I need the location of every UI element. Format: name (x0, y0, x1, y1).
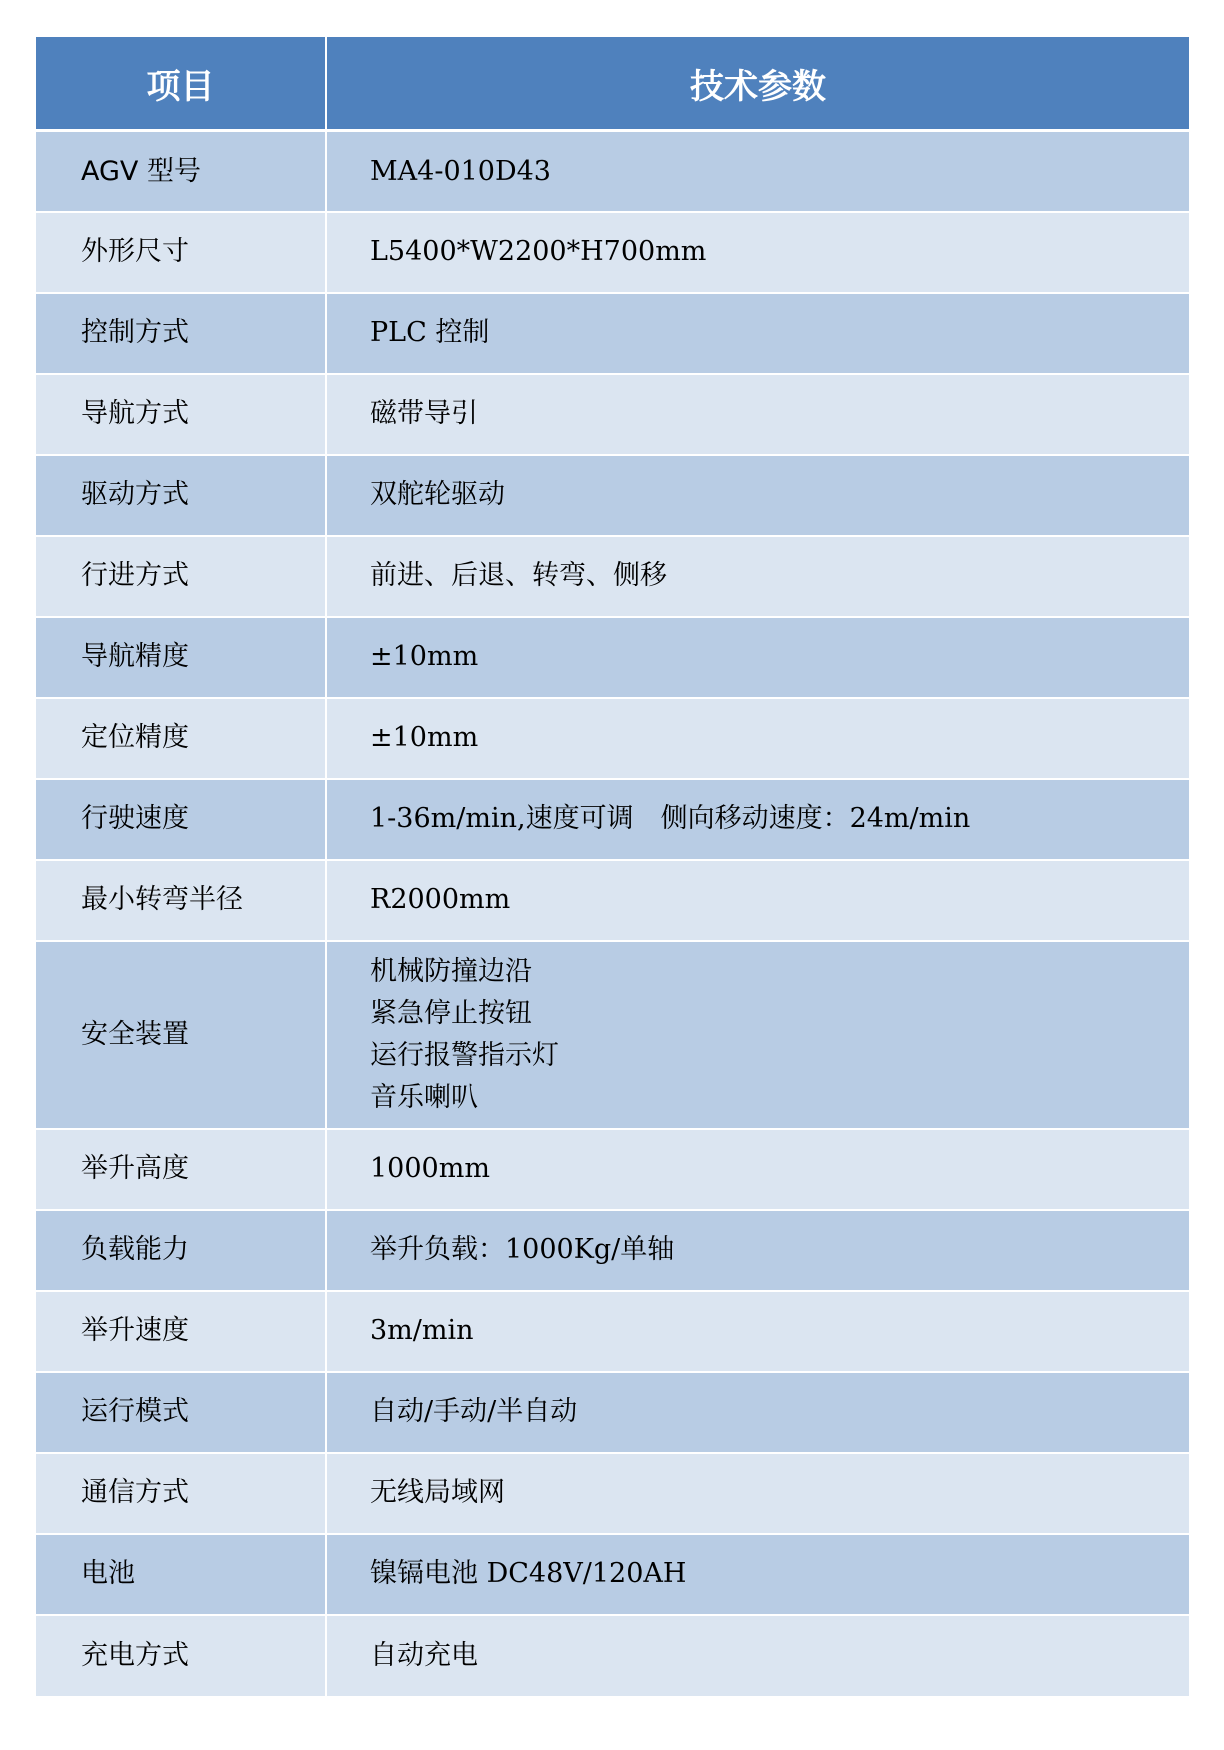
row-item: 电池 (36, 1534, 326, 1615)
row-item: 行驶速度 (36, 779, 326, 860)
table-row (36, 1453, 1189, 1534)
row-item: 负载能力 (36, 1210, 326, 1291)
row-value: ±10mm (326, 617, 1189, 698)
safety-device-line: 机械防撞边沿 (370, 955, 532, 987)
row-item: 导航精度 (36, 617, 326, 698)
row-item: 控制方式 (36, 293, 326, 374)
row-value: R2000mm (326, 860, 1189, 941)
table-row (36, 617, 1189, 698)
table-row (36, 941, 1189, 1129)
row-item: 安全装置 (36, 941, 326, 1129)
row-item: 导航方式 (36, 374, 326, 455)
table-row (36, 374, 1189, 455)
row-item: 举升速度 (36, 1291, 326, 1372)
table-row (36, 1372, 1189, 1453)
row-item: 最小转弯半径 (36, 860, 326, 941)
row-item: AGV 型号 (36, 131, 326, 212)
table-row (36, 293, 1189, 374)
table-header-row (36, 37, 1189, 131)
header-param: 技术参数 (326, 37, 1189, 131)
row-value-multiline (326, 941, 1189, 1129)
table-row (36, 860, 1189, 941)
table-row (36, 131, 1189, 212)
row-value: 自动充电 (326, 1615, 1189, 1696)
row-value: 3m/min (326, 1291, 1189, 1372)
row-value: 无线局域网 (326, 1453, 1189, 1534)
row-value: 磁带导引 (326, 374, 1189, 455)
table-row (36, 1129, 1189, 1210)
row-value: 自动/手动/半自动 (326, 1372, 1189, 1453)
row-value: 镍镉电池 DC48V/120AH (326, 1534, 1189, 1615)
row-item: 行进方式 (36, 536, 326, 617)
table-row (36, 1534, 1189, 1615)
safety-device-line: 音乐喇叭 (370, 1081, 478, 1113)
table-row (36, 698, 1189, 779)
row-value: 双舵轮驱动 (326, 455, 1189, 536)
spec-table (36, 37, 1189, 1696)
row-value: L5400*W2200*H700mm (326, 212, 1189, 293)
row-item: 充电方式 (36, 1615, 326, 1696)
row-item: 举升高度 (36, 1129, 326, 1210)
table-row (36, 1210, 1189, 1291)
safety-device-line: 紧急停止按钮 (370, 997, 532, 1029)
table-row (36, 779, 1189, 860)
safety-device-line: 运行报警指示灯 (370, 1039, 559, 1071)
row-item: 驱动方式 (36, 455, 326, 536)
row-value: MA4-010D43 (326, 131, 1189, 212)
row-value: 1-36m/min,速度可调 侧向移动速度：24m/min (326, 779, 1189, 860)
table-row (36, 1615, 1189, 1696)
header-item: 项目 (36, 37, 326, 131)
row-value: ±10mm (326, 698, 1189, 779)
table-row (36, 536, 1189, 617)
row-item: 定位精度 (36, 698, 326, 779)
table-row (36, 455, 1189, 536)
table-row (36, 1291, 1189, 1372)
table-row (36, 212, 1189, 293)
row-item: 通信方式 (36, 1453, 326, 1534)
row-item: 运行模式 (36, 1372, 326, 1453)
row-value: PLC 控制 (326, 293, 1189, 374)
row-value: 1000mm (326, 1129, 1189, 1210)
row-value: 举升负载：1000Kg/单轴 (326, 1210, 1189, 1291)
row-value: 前进、后退、转弯、侧移 (326, 536, 1189, 617)
row-item: 外形尺寸 (36, 212, 326, 293)
